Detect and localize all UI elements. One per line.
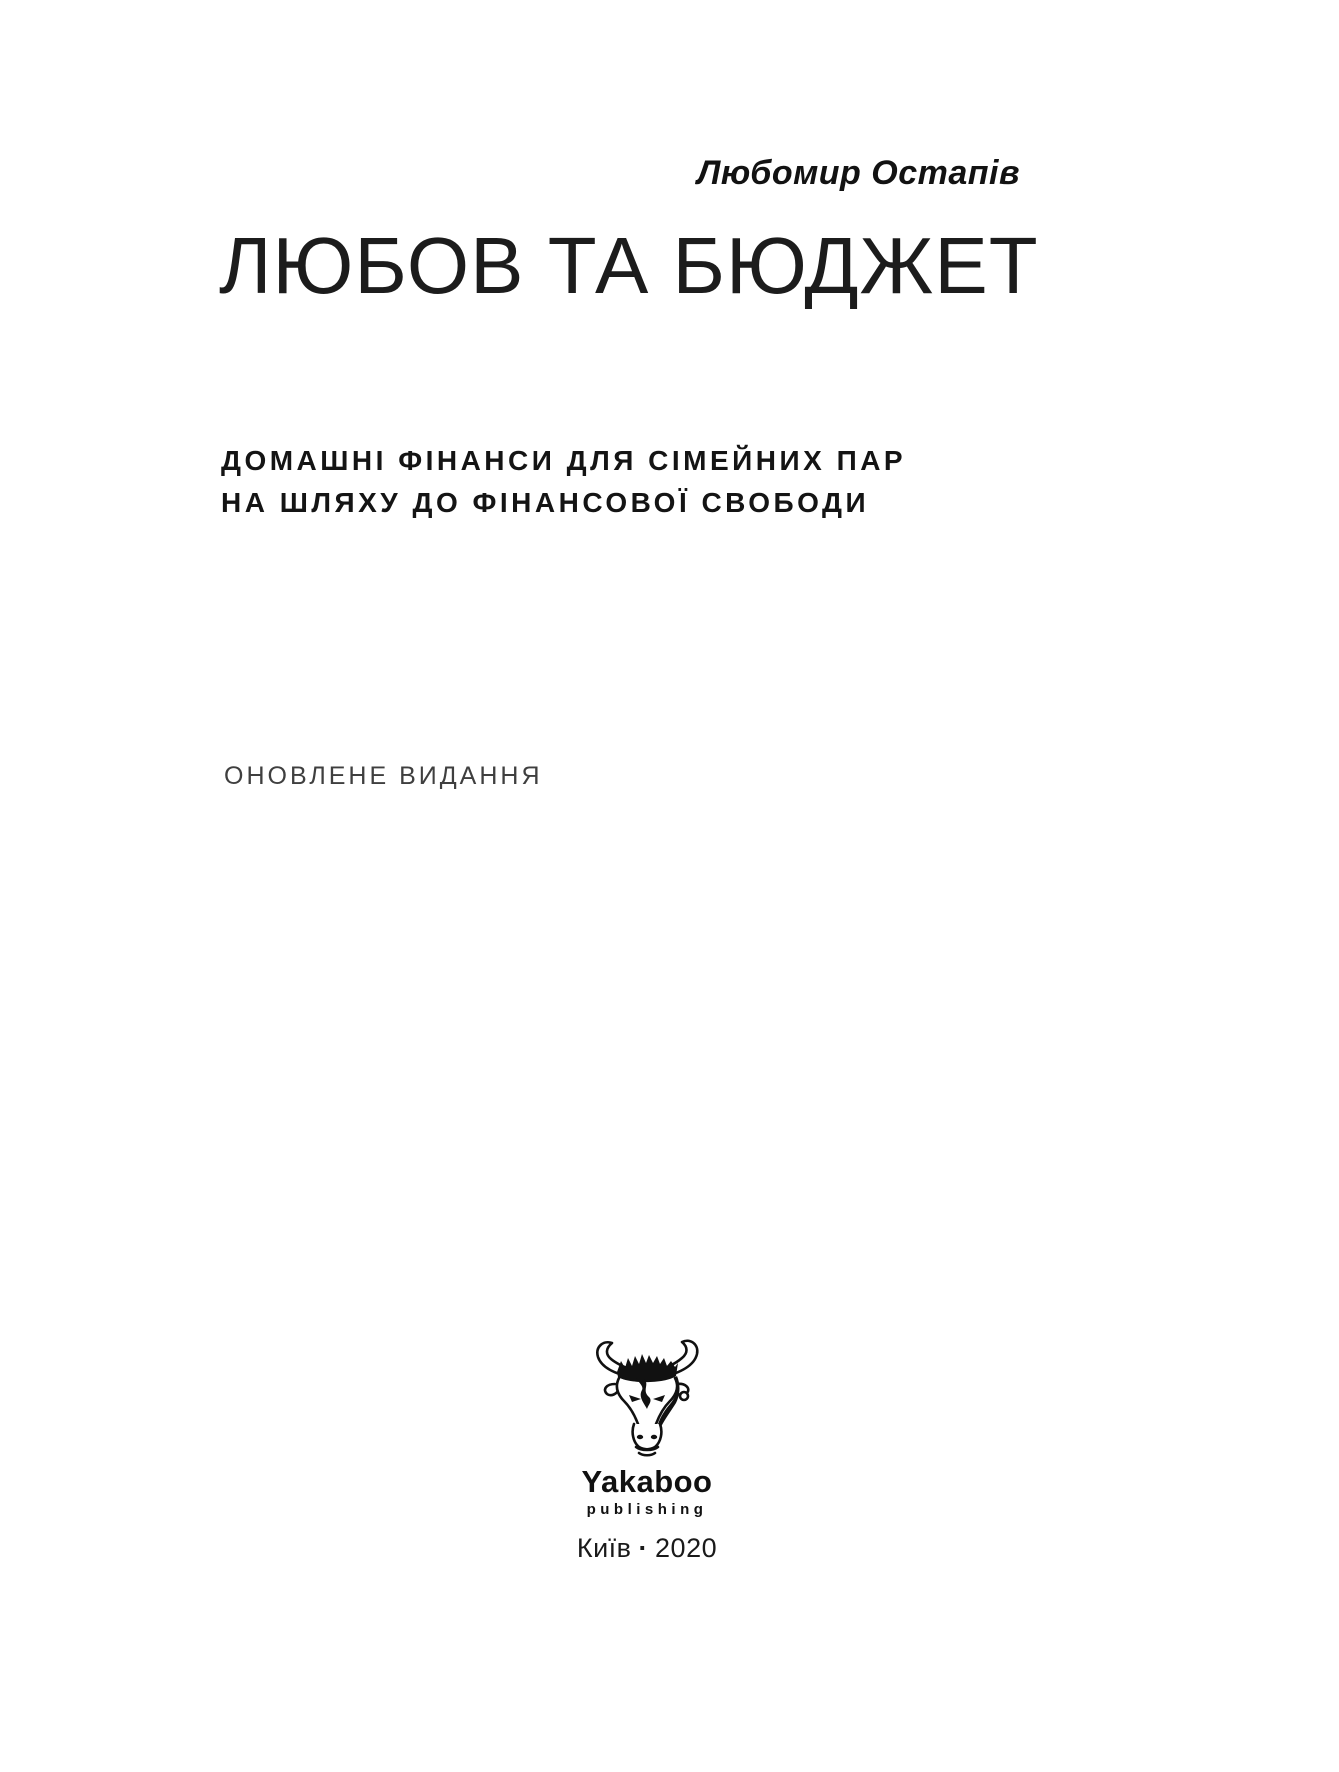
author-name: Любомир Остапів bbox=[696, 154, 1020, 192]
dot-separator: · bbox=[638, 1533, 649, 1563]
book-subtitle bbox=[221, 440, 1121, 524]
publisher-name: Yakaboo bbox=[581, 1464, 713, 1499]
subtitle-line-1: ДОМАШНІ ФІНАНСИ ДЛЯ СІМЕЙНИХ ПАР bbox=[221, 445, 907, 476]
publisher-block bbox=[536, 1332, 758, 1564]
bull-head-icon bbox=[587, 1332, 707, 1460]
book-title: ЛЮБОВ ТА БЮДЖЕТ bbox=[219, 221, 1039, 310]
imprint-year: 2020 bbox=[655, 1533, 718, 1563]
edition-note: ОНОВЛЕНЕ ВИДАННЯ bbox=[224, 762, 543, 790]
subtitle-line-2: НА ШЛЯХУ ДО ФІНАНСОВОЇ СВОБОДИ bbox=[221, 487, 870, 518]
imprint-city: Київ bbox=[576, 1533, 632, 1563]
imprint-line bbox=[577, 1533, 717, 1564]
publisher-subname: publishing bbox=[586, 1501, 708, 1518]
